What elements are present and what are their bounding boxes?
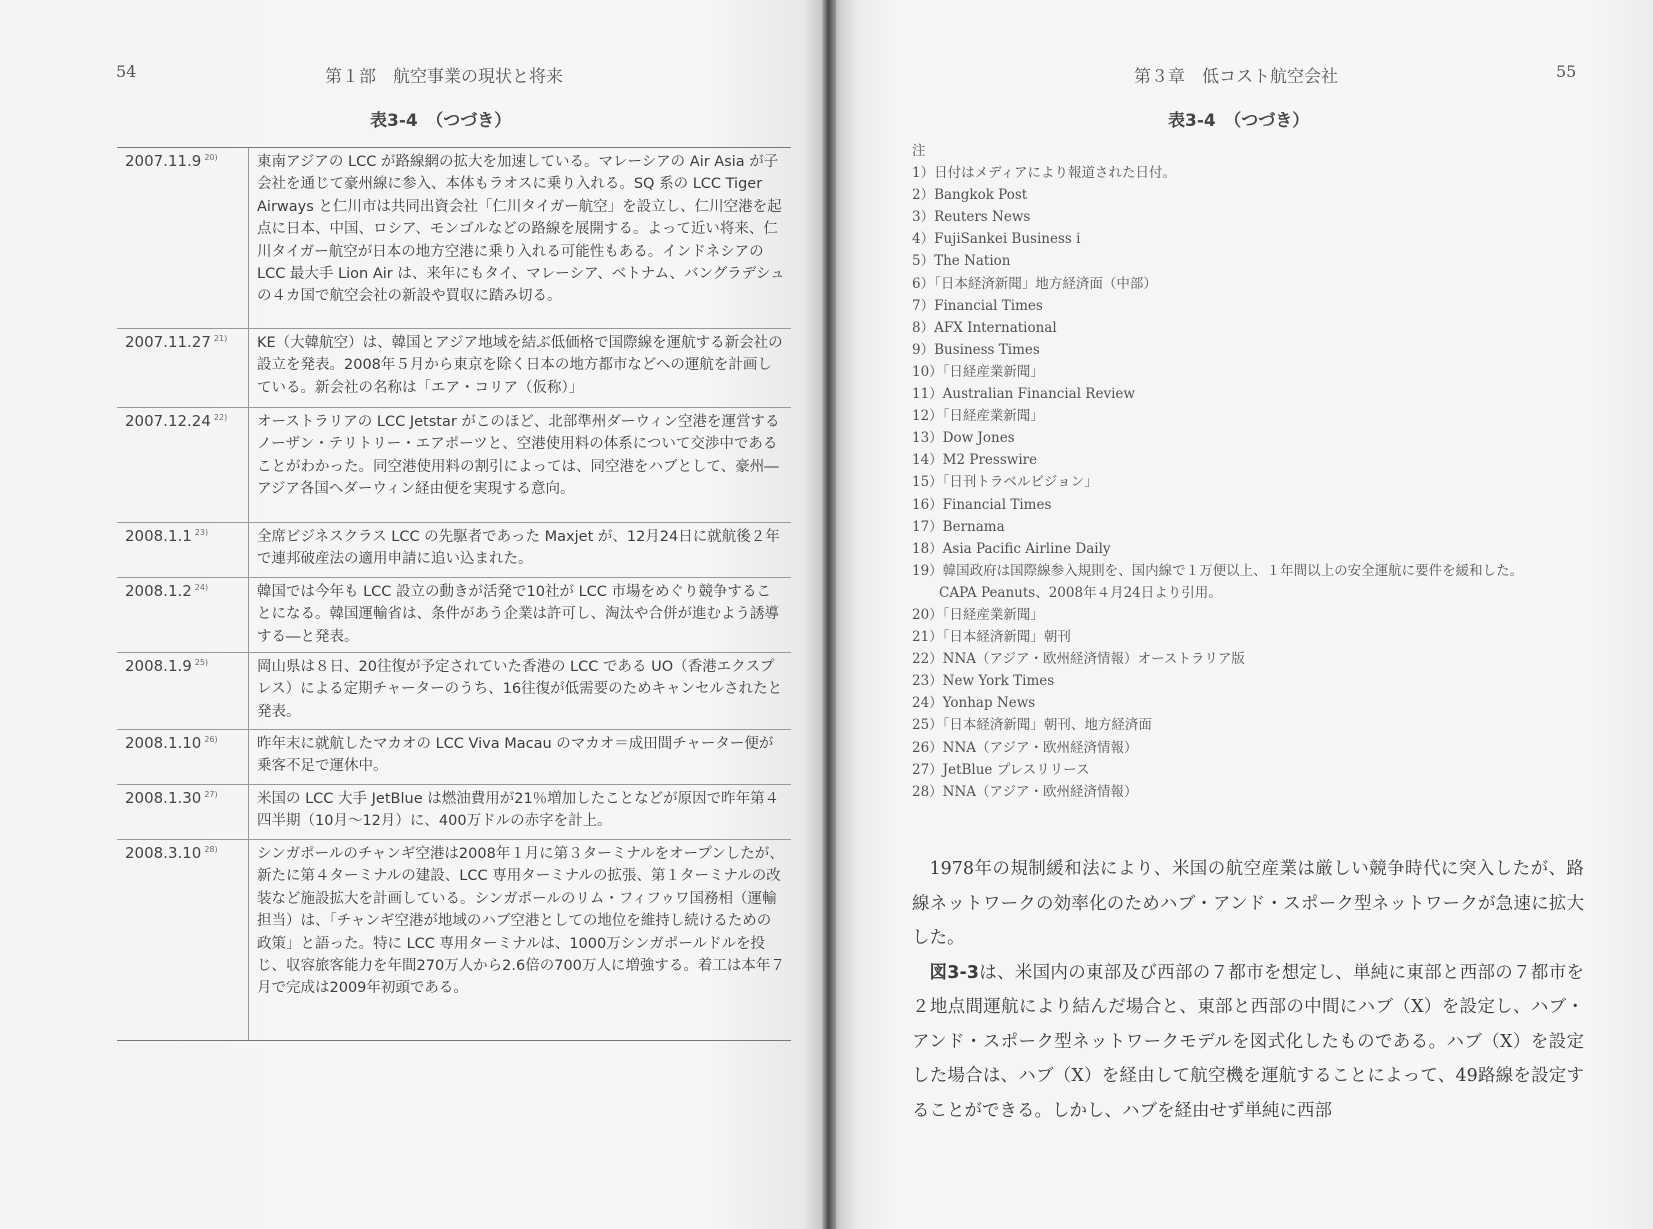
figure-reference: 図3-3 — [929, 962, 979, 983]
page-number-right: 55 — [1556, 62, 1577, 81]
note-item: 16）Financial Times — [912, 496, 1052, 513]
row-date: 2007.12.24 $^{22)}$ — [117, 408, 249, 522]
row-text: 岡山県は８日、20往復が予定されていた香港の LCC である UO（香港エクスプレス）による定期チャーターのうち、16往復が低需要のためキャンセルされたと発表。 — [257, 659, 783, 720]
paragraph: 1978年の規制緩和法により、米国の航空産業は厳しい競争時代に突入したが、路線ネットワークの効率化のためハブ・アンド・スポーク型ネットワークが急速に拡大した。 — [912, 859, 1584, 948]
table-notes — [912, 140, 1612, 803]
note-item: 25）「日本経済新聞」朝刊、地方経済面 — [912, 717, 1152, 734]
table-row — [117, 578, 791, 653]
note-item: 17）Bernama — [912, 518, 1005, 535]
note-item: 11）Australian Financial Review — [912, 386, 1135, 403]
row-date: 2008.1.1 $^{23)}$ — [117, 523, 249, 577]
table-title-left: 表3-4 （つづき） — [370, 111, 512, 131]
table-row — [117, 653, 791, 730]
note-item: 18）Asia Pacific Airline Daily — [912, 540, 1111, 557]
table-row — [117, 329, 791, 408]
running-header-left: 第１部 航空事業の現状と将来 — [325, 67, 563, 87]
row-date: 2007.11.9 $^{20)}$ — [117, 148, 249, 328]
table-row — [117, 148, 791, 329]
note-item: 28）NNA（アジア・欧州経済情報） — [912, 783, 1138, 800]
note-item: 4）FujiSankei Business i — [912, 231, 1081, 248]
row-date: 2008.1.2 $^{24)}$ — [117, 578, 249, 652]
table-row — [117, 730, 791, 785]
book-gutter — [822, 0, 836, 1229]
row-text: KE（大韓航空）は、韓国とアジア地域を結ぶ低価格で国際線を運航する新会社の設立を発表。2008年５月から東京を除く日本の地方都市などへの運航を計画している。新会社の名称は「エア・コリア（仮称）」 — [257, 335, 783, 396]
note-item: 20）「日経産業新聞」 — [912, 606, 1044, 623]
note-item: 6）「日本経済新聞」地方経済面（中部） — [912, 275, 1157, 292]
note-item: 19）韓国政府は国際線参入規則を、国内線で１万便以上、１年間以上の安全運航に要件を緩和した。 — [912, 562, 1524, 579]
table-row — [117, 785, 791, 840]
note-item: 27）JetBlue プレスリリース — [912, 761, 1090, 778]
note-item: 8）AFX International — [912, 319, 1057, 336]
page-number-left: 54 — [116, 62, 137, 81]
paragraph: 図3-3は、米国内の東部及び西部の７都市を想定し、単純に東部と西部の７都市を２地点間運航により結んだ場合と、東部と西部の中間にハブ（X）を設定し、ハブ・アンド・スポーク型ネットワークモデルを図式化したものである。ハブ（X）を設定した場合は、ハブ（X）を経由して航空機を運航することによって、49路線を設定することができる。しかし、ハブを経由せず単純に西部 — [912, 962, 1584, 1121]
note-item: 12）「日経産業新聞」 — [912, 408, 1044, 425]
row-text: 昨年末に就航したマカオの LCC Viva Macau のマカオ＝成田間チャーター便が乗客不足で運休中。 — [257, 736, 774, 775]
running-header-right: 第３章 低コスト航空会社 — [1134, 67, 1338, 87]
note-item: 14）M2 Presswire — [912, 452, 1038, 469]
row-date: 2008.1.9 $^{25)}$ — [117, 653, 249, 729]
note-item: 3）Reuters News — [912, 209, 1031, 226]
note-item: 21）「日本経済新聞」朝刊 — [912, 629, 1071, 646]
row-date: 2008.1.10 $^{26)}$ — [117, 730, 249, 784]
row-date: 2008.3.10 $^{28)}$ — [117, 840, 249, 1040]
table-row — [117, 408, 791, 523]
note-item: 15）「日刊トラベルビジョン」 — [912, 474, 1098, 491]
note-item: 13）Dow Jones — [912, 430, 1015, 447]
news-table — [117, 147, 791, 1041]
note-item: 26）NNA（アジア・欧州経済情報） — [912, 739, 1138, 756]
note-item: 9）Business Times — [912, 341, 1040, 358]
note-item: 7）Financial Times — [912, 297, 1043, 314]
note-item: 5）The Nation — [912, 253, 1011, 270]
row-text: シンガポールのチャンギ空港は2008年１月に第３ターミナルをオープンしたが、新たに第４ターミナルの建設、LCC 専用ターミナルの拡張、第１ターミナルの改装など施設拡大を計画している。シンガポールのリム・フィフゥワ国務相（運輸担当）は、「チャンギ空港が地域のハブ空港としての地位を維持し続けるための政策」と語った。特に LCC 専用ターミナルは、1000万シンガポールドルを投じ、収容旅客能力を年間270万人から2.6倍の700万人に増強する。着工は本年７月で完成は2009年初頭である。 — [257, 846, 785, 997]
note-item: 23）New York Times — [912, 673, 1055, 690]
table-row — [117, 840, 791, 1040]
note-item: 1）日付はメディアにより報道された日付。 — [912, 165, 1177, 182]
note-item-continuation: CAPA Peanuts、2008年４月24日より引用。 — [939, 584, 1222, 601]
notes-heading: 注 — [912, 143, 926, 159]
note-item: 24）Yonhap News — [912, 695, 1036, 712]
note-item: 10）「日経産業新聞」 — [912, 363, 1044, 380]
row-text: 米国の LCC 大手 JetBlue は燃油費用が21％増加したことなどが原因で昨年第４四半期（10月～12月）に、400万ドルの赤字を計上。 — [257, 791, 780, 830]
note-item: 2）Bangkok Post — [912, 187, 1028, 204]
row-text: オーストラリアの LCC Jetstar がこのほど、北部準州ダーウィン空港を運営するノーザン・テリトリー・エアポーツと、空港使用料の体系について交渉中であることがわかった。同空港使用料の割引によっては、同空港をハブとして、豪州―アジア各国へダーウィン経由便を実現する意向。 — [257, 414, 780, 498]
row-text: 韓国では今年も LCC 設立の動きが活発で10社が LCC 市場をめぐり競争することになる。韓国運輸省は、条件があう企業は許可し、淘汰や合併が進むよう誘導する―と発表。 — [257, 584, 779, 645]
body-text — [912, 852, 1584, 1128]
table-title-right: 表3-4 （つづき） — [1168, 111, 1310, 131]
table-row — [117, 523, 791, 578]
row-text: 全席ビジネスクラス LCC の先駆者であった Maxjet が、12月24日に就航後２年で連邦破産法の適用申請に追い込まれた。 — [257, 529, 780, 568]
row-text: 東南アジアの LCC が路線網の拡大を加速している。マレーシアの Air Asia が子会社を通じて豪州線に参入、本体もラオスに乗り入れる。SQ 系の LCC Tiger Airways と仁川市は共同出資会社「仁川タイガー航空」を設立し、仁川空港を起点に日本、中国、ロシア、モンゴルなどの路線を展開する。よって近い将来、仁川タイガー航空が日本の地方空港に乗り入れる可能性もある。インドネシアの LCC 最大手 Lion Air は、来年にもタイ、マレーシア、ベトナム、バングラデシュの４カ国で航空会社の新設や買収に踏み切る。 — [257, 154, 785, 305]
note-item: 22）NNA（アジア・欧州経済情報）オーストラリア版 — [912, 651, 1245, 668]
row-date: 2007.11.27 $^{21)}$ — [117, 329, 249, 407]
row-date: 2008.1.30 $^{27)}$ — [117, 785, 249, 839]
